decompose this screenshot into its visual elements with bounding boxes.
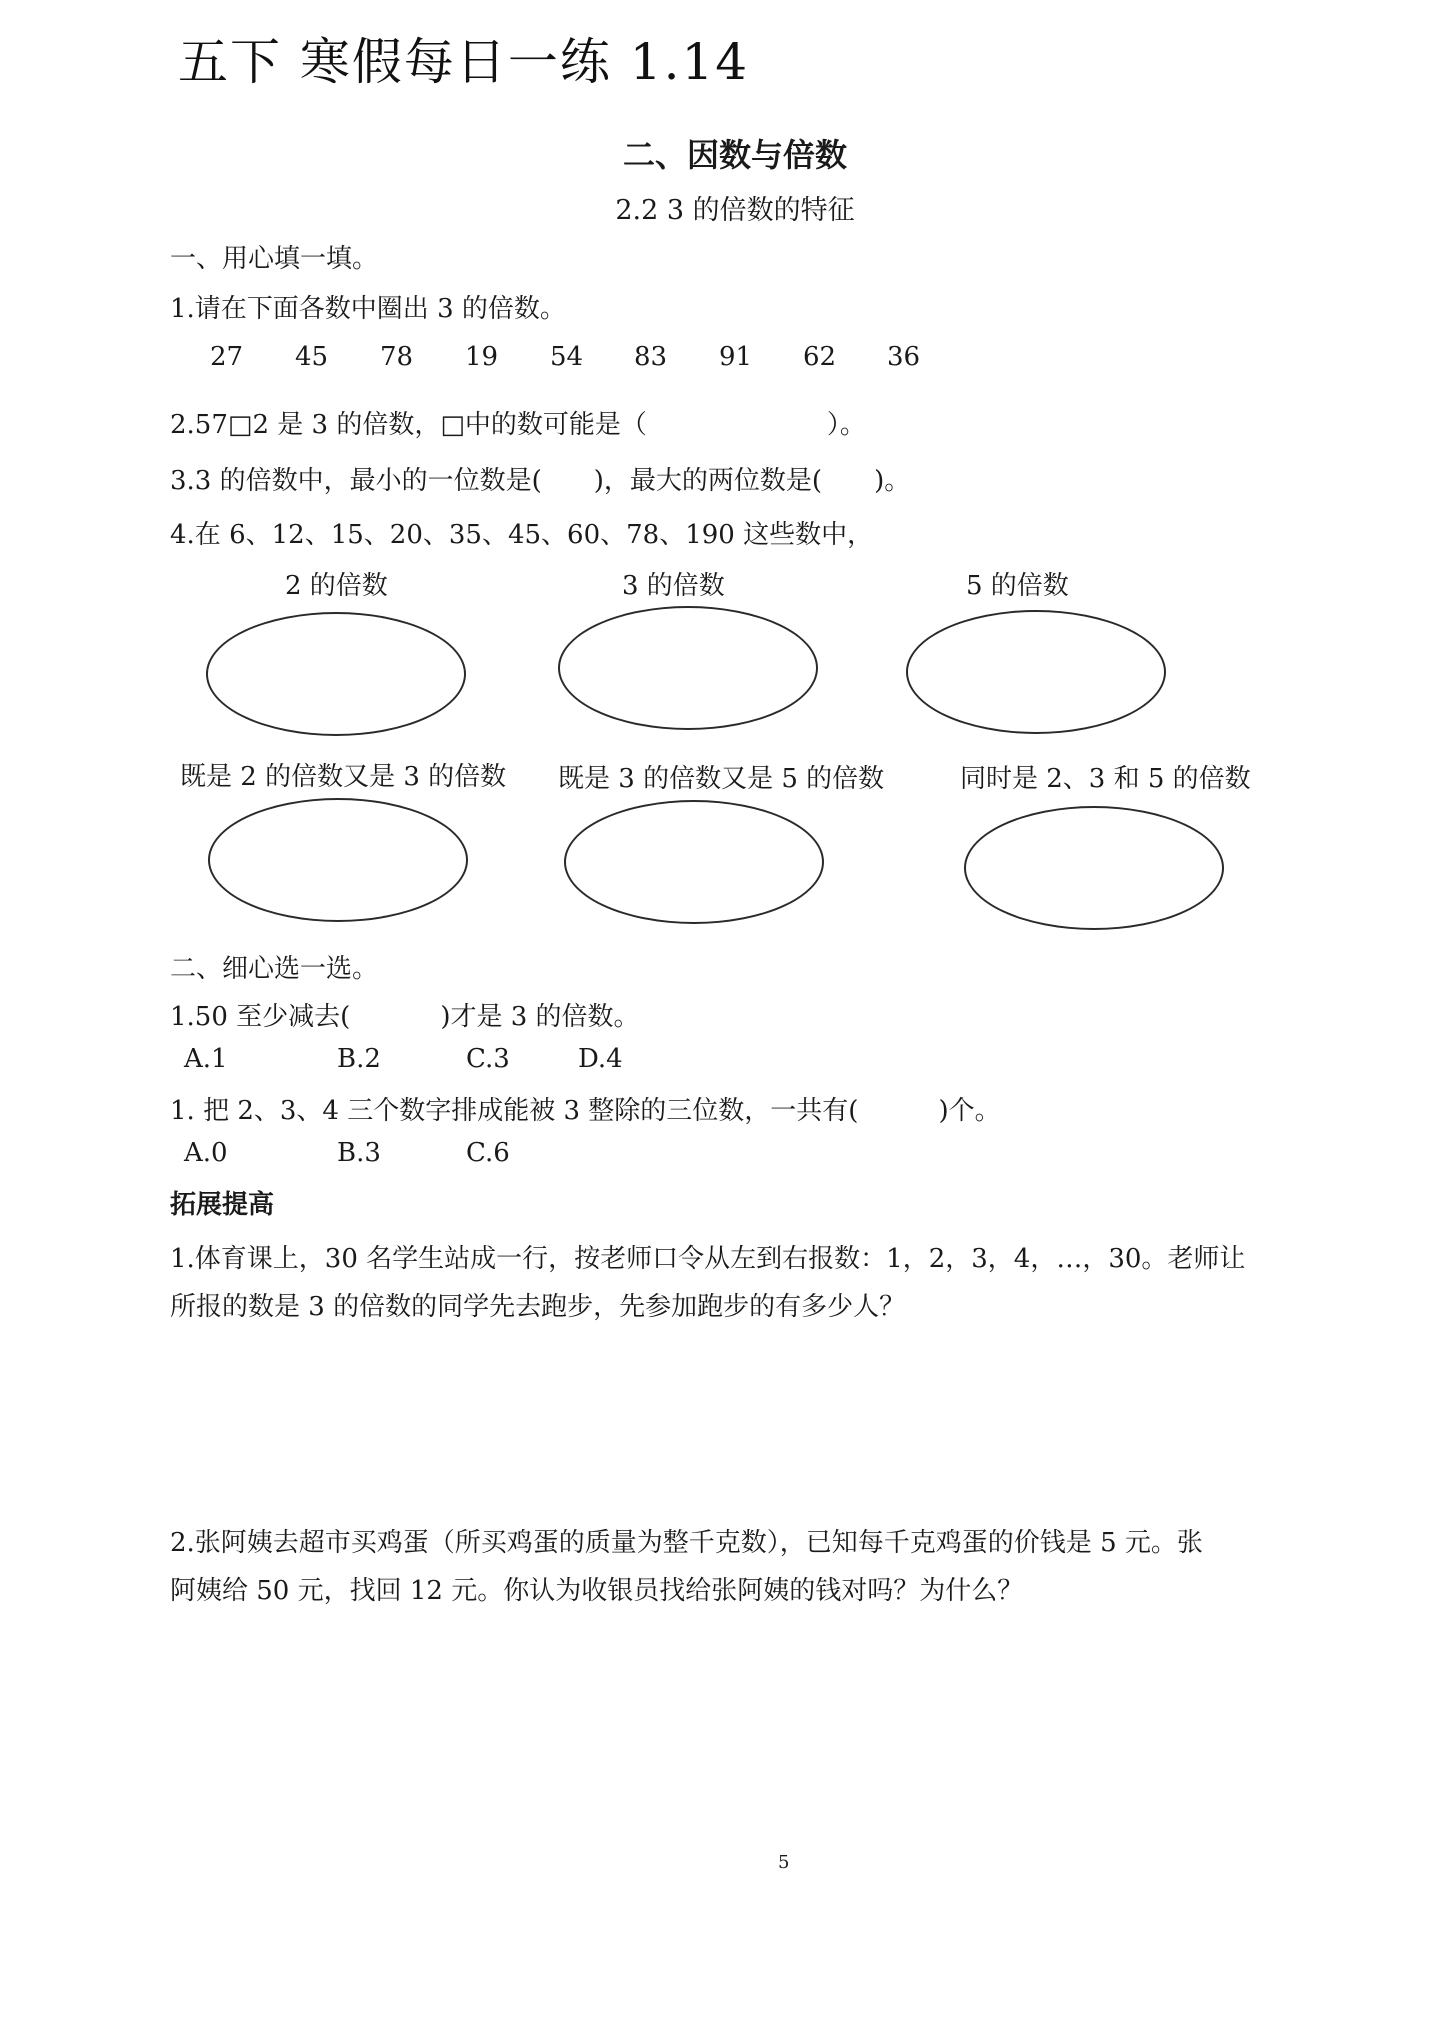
part1-heading: 一、用心填一填。: [170, 244, 379, 274]
part2-heading: 二、细心选一选。: [170, 954, 379, 984]
question-1-3: [170, 460, 910, 497]
question-2-1: [170, 996, 640, 1033]
number-item[interactable]: 27: [210, 342, 244, 372]
question-1-2-text: 2.57□2 是 3 的倍数，□中的数可能是（: [170, 410, 647, 440]
number-item[interactable]: 83: [634, 342, 668, 372]
option-c[interactable]: C.3: [466, 1044, 510, 1074]
extension-question-2-line-2: 阿姨给 50 元，找回 12 元。你认为收银员找给张阿姨的钱对吗？为什么？: [170, 1576, 1024, 1606]
number-item[interactable]: 54: [550, 342, 584, 372]
extension-question-1-line-2: 所报的数是 3 的倍数的同学先去跑步，先参加跑步的有多少人？: [170, 1292, 906, 1322]
ellipse-label-multiples-of-2-and-3: 既是 2 的倍数又是 3 的倍数: [180, 762, 507, 792]
page-title: 五下 寒假每日一练 1.14: [178, 33, 750, 91]
section-title: 2.2 3 的倍数的特征: [615, 195, 855, 226]
number-item[interactable]: 78: [380, 342, 414, 372]
number-item[interactable]: 19: [465, 342, 499, 372]
question-2-1-text-b: )才是 3 的倍数。: [440, 1002, 640, 1032]
ellipse-label-multiples-of-5: 5 的倍数: [966, 571, 1069, 601]
ellipse-multiples-of-3[interactable]: [558, 606, 818, 730]
ellipse-multiples-of-2[interactable]: [206, 612, 466, 736]
ellipse-label-multiples-of-2: 2 的倍数: [285, 571, 388, 601]
option-b[interactable]: B.2: [337, 1044, 381, 1074]
ellipse-multiples-of-2-and-3[interactable]: [208, 798, 468, 922]
ellipse-multiples-of-3-and-5[interactable]: [564, 800, 824, 924]
ellipse-label-multiples-of-3: 3 的倍数: [622, 571, 725, 601]
option-b[interactable]: B.3: [337, 1138, 381, 1168]
question-2-2: [170, 1090, 1001, 1127]
ellipse-label-multiples-of-3-and-5: 既是 3 的倍数又是 5 的倍数: [558, 764, 885, 794]
page-number: 5: [778, 1852, 790, 1873]
extension-heading: 拓展提高: [170, 1190, 275, 1220]
question-1-3-text-b: )，最大的两位数是(: [593, 466, 823, 496]
chapter-title: 二、因数与倍数: [622, 136, 847, 174]
number-item[interactable]: 36: [887, 342, 921, 372]
question-1-2: [170, 404, 866, 441]
question-2-1-text-a: 1.50 至少减去(: [170, 1002, 351, 1032]
question-1-3-text-a: 3.3 的倍数中，最小的一位数是(: [170, 466, 542, 496]
option-a[interactable]: A.1: [184, 1044, 228, 1074]
option-d[interactable]: D.4: [578, 1044, 623, 1074]
option-c[interactable]: C.6: [466, 1138, 510, 1168]
ellipse-multiples-of-5[interactable]: [906, 610, 1166, 734]
number-item[interactable]: 62: [803, 342, 837, 372]
question-1-1: 1.请在下面各数中圈出 3 的倍数。: [170, 294, 566, 324]
question-1-4: 4.在 6、12、15、20、35、45、60、78、190 这些数中，: [170, 520, 874, 550]
ellipse-multiples-of-2-3-5[interactable]: [964, 806, 1224, 930]
option-a[interactable]: A.0: [184, 1138, 228, 1168]
number-item[interactable]: 45: [295, 342, 329, 372]
extension-question-1-line-1: 1.体育课上，30 名学生站成一行，按老师口令从左到右报数：1，2，3，4，…，30。老师让: [170, 1244, 1246, 1274]
question-2-2-text-b: )个。: [938, 1096, 1001, 1126]
question-1-3-text-c: )。: [874, 466, 911, 496]
question-2-2-text-a: 1. 把 2、3、4 三个数字排成能被 3 整除的三位数，一共有(: [170, 1096, 859, 1126]
question-1-2-close: ）。: [826, 410, 866, 440]
number-item[interactable]: 91: [719, 342, 753, 372]
ellipse-label-multiples-of-2-3-5: 同时是 2、3 和 5 的倍数: [960, 764, 1251, 794]
extension-question-2-line-1: 2.张阿姨去超市买鸡蛋（所买鸡蛋的质量为整千克数），已知每千克鸡蛋的价钱是 5 元。张: [170, 1528, 1203, 1558]
